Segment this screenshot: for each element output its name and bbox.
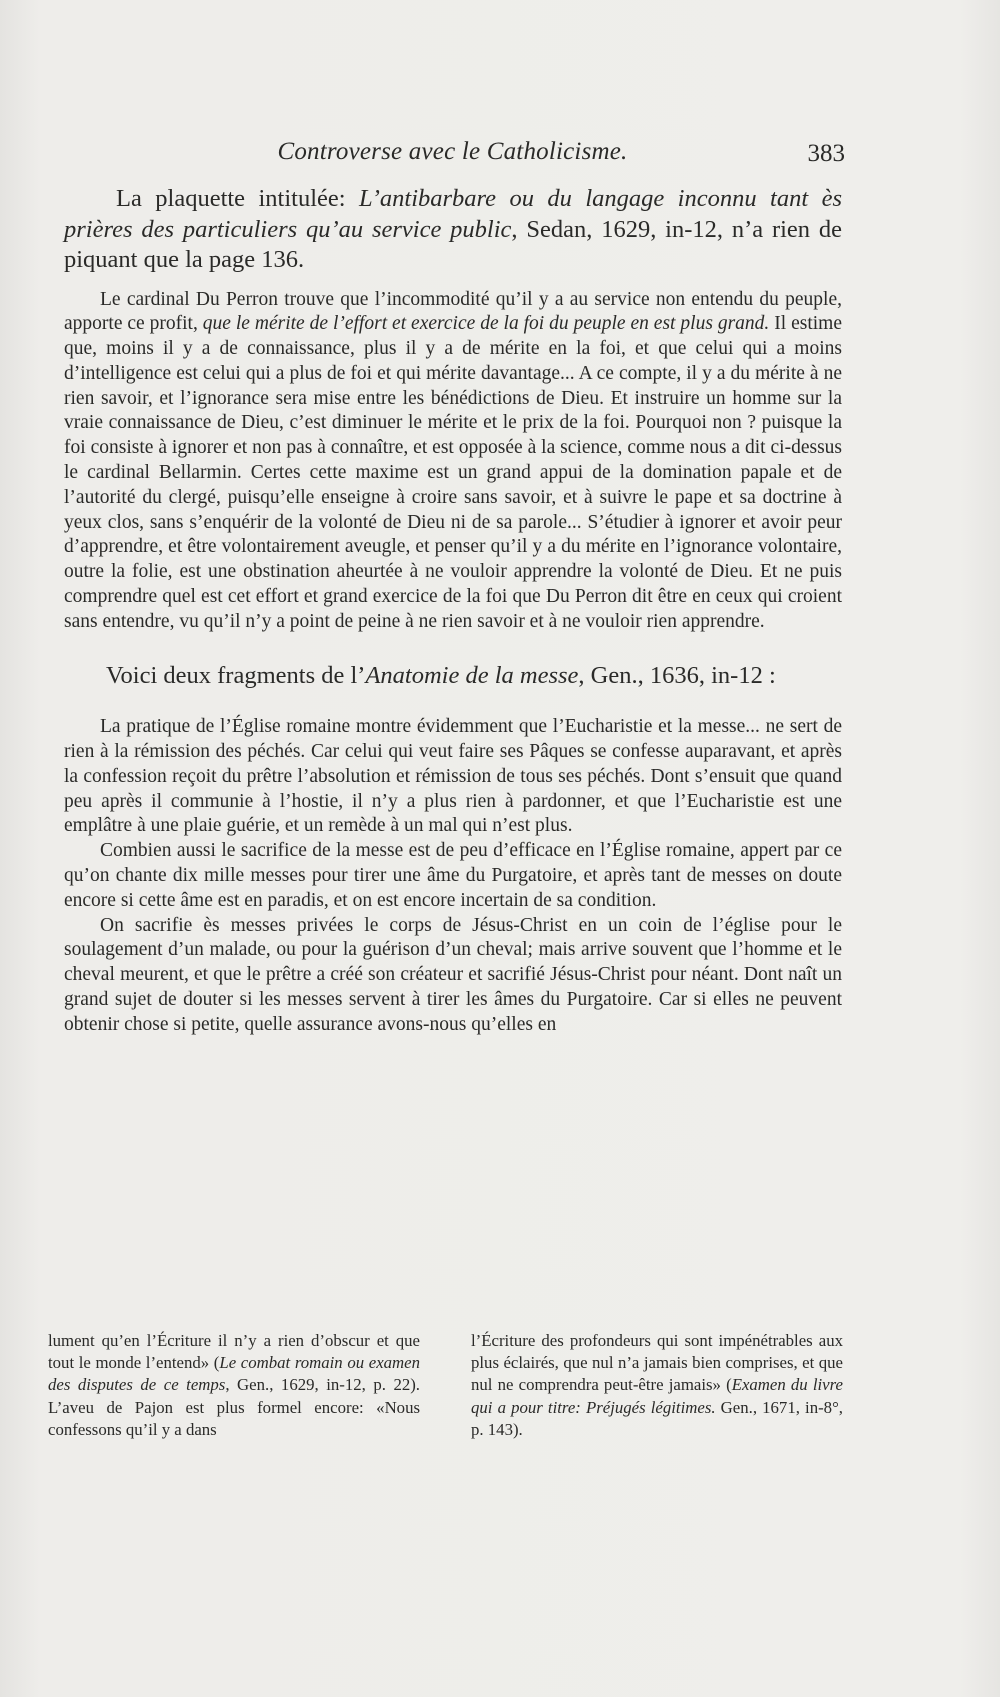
page-header [60,138,845,178]
quote-paragraph-3: Combien aussi le sacrifice de la messe est de peu d’efficace en l’Église romaine, appert par ce qu’on chante dix mille messes pour tirer une âme du Purgatoire, et après tant de messes on doute encore si cette âme est en paradis, et on est encore incertain de sa condition. [64,840,842,911]
intro-text-before: La plaquette intitulée: [116,185,360,212]
quote-paragraph-4: On sacrifie ès messes privées le corps de Jésus-Christ en un coin de l’église pour le soulagement d’un malade, ou pour la guérison d’un cheval; mais arrive souvent que l’homme et le cheval meurent, et que le prêtre a créé son créateur et sacrifié Jésus-Christ pour néant. Dont naît un grand sujet de douter si les messes servent à tirer les âmes du Purgatoire. Car si elles ne peuvent obtenir chose si petite, quelle assurance avons-nous qu’elles en [64,914,842,1035]
intro-paragraph-2 [64,661,842,691]
footnote-right-column [471,1330,843,1441]
quote-paragraph-2: La pratique de l’Église romaine montre évidemment que l’Eucharistie et la messe... ne sert de rien à la rémission des péchés. Car celui qui veut faire ses Pâques se confesse auparavant, et après la confession reçoit du prêtre l’absolution et rémission de tous ses péchés. Dont s’ensuit que quand peu après il communie à l’hostie, il n’y a plus rien à pardonner, et que l’Eucharistie est une emplâtre à une plaie guérie, et un remède à un mal qui n’est plus. [64,716,842,837]
intro2-text-before: Voici deux fragments de l’ [106,661,366,689]
footnote-left-column [48,1330,420,1441]
quote1-italic: que le mérite de l’effort et exercice de la foi du peuple en est plus grand. [202,313,770,335]
quote1-part1: Le cardinal Du Perron trouve que l’incommodité qu’il y a au service non entendu du peuple, apporte ce profit, [64,288,842,335]
intro-text-after: , Sedan, 1629, in-12, n’a rien de piquant que la page 136. [64,215,842,273]
main-text [64,184,842,1038]
quote-paragraph-1 [64,288,842,635]
running-title: Controverse avec le Catholicisme. [277,138,628,165]
intro-paragraph [64,184,842,276]
footnote-right-part2: Gen., 1671, in-8°, p. 143). [471,1397,843,1439]
quote1-part2: Il estime que, moins il y a de connaissance, plus il y a de mérite en la foi, et que celui qui a moins d’intelligence est celui qui a plus de foi et qui mérite davantage... A ce compte, il y a du mérite à ne rien savoir, et l’ignorance sera mise entre les bénédictions de Dieu. Et instruire un homme sur la vraie connaissance de Dieu, c’est diminuer le mérite et le prix de la foi. Pourquoi non ? puisque la foi consiste à ignorer et non pas à connaître, et est opposée à la science, comme nous a dit ci-dessus le cardinal Bellarmin. Certes cette maxime est un grand appui de la domination papale et de l’autorité du clergé, puisqu’elle enseigne à croire sans savoir, et à suivre le pape et sa doctrine à yeux clos, sans s’enquérir de la volonté de Dieu ni de sa parole... S’étudier à ignorer et avoir peur d’apprendre, et être volontairement aveugle, et penser qu’il y a du mérite en l’ignorance volontaire, outre la folie, est une obstination aheurtée à ne vouloir apprendre la volonté de Dieu. Et ne puis comprendre quel est cet effort et grand exercice de la foi que Du Perron dit être en ceux qui croient sans entendre, vu qu’il n’y a point de peine à ne rien savoir et à ne vouloir rien apprendre. [64,313,842,632]
intro2-book-title: Anatomie de la messe [365,661,579,689]
footnote-right-part1: l’Écriture des profondeurs qui sont impénétrables aux plus éclairés, que nul n’a jamais bien comprises, et que nul ne comprendra peut-être jamais» ( [471,1331,843,1395]
footnote-left-part2: , Gen., 1629, in-12, p. 22). L’aveu de Pajon est plus formel encore: «Nous confessons qu’il y a dans [48,1375,421,1439]
page-number: 383 [807,140,845,167]
intro2-text-after: , Gen., 1636, in-12 : [578,661,776,689]
footnote-left-part1: lument qu’en l’Écriture il n’y a rien d’obscur et que tout le monde l’entend» ( [48,1331,420,1373]
footnote-right-title: Examen du livre qui a pour titre: Préjugés légitimes. [471,1375,843,1417]
intro-book-title: L’antibarbare ou du langage inconnu tant ès prières des particuliers qu’au service public [64,185,842,243]
footnotes [48,1330,843,1441]
footnote-left-title: Le combat romain ou examen des disputes de ce temps [48,1353,420,1395]
